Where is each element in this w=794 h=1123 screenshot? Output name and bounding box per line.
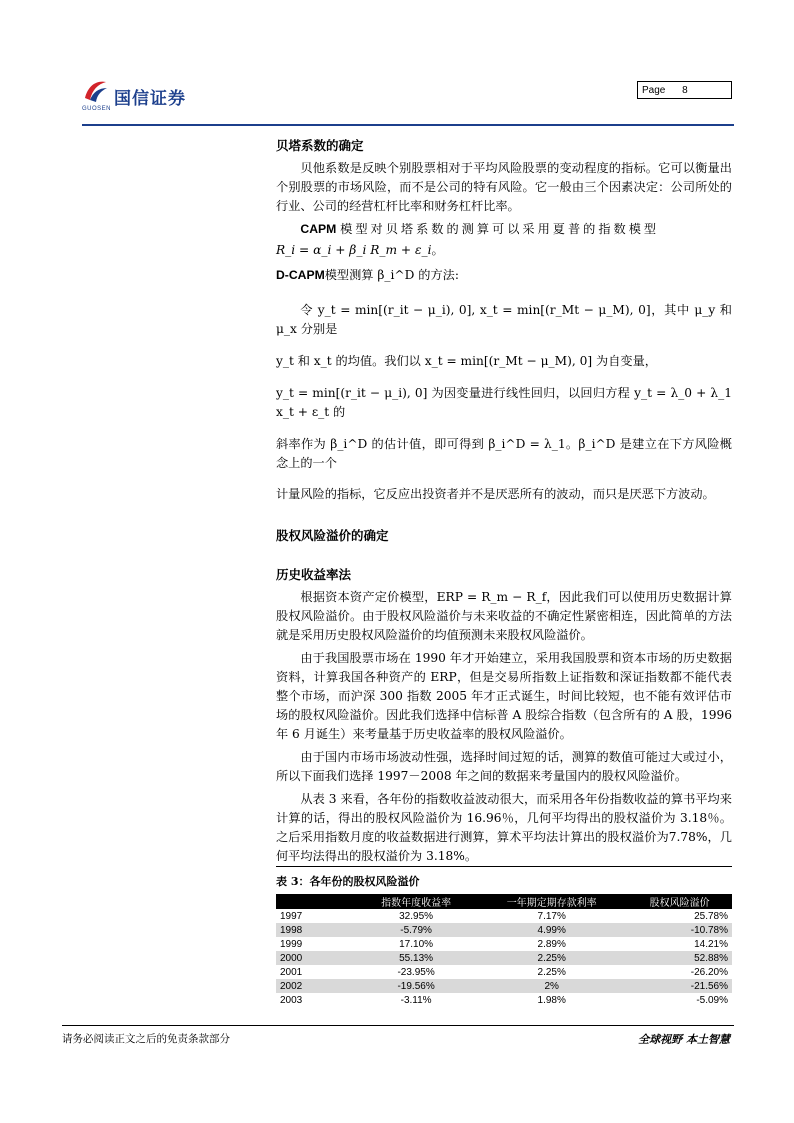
table-cell-index-return: -3.11% — [400, 994, 432, 1006]
beta-paragraph: 贝他系数是反映个别股票相对于平均风险股票的变动程度的指标。它可以衡量出个别股票的市场风险，而不是公司的特有风险。它一般由三个因素决定：公司所处的行业、公司的经营杠杆比率和财务杠杆比率。 — [276, 161, 732, 213]
hist-paragraph-4: 从表 3 来看，各年份的指数收益波动很大，而采用各年份指数收益的算书平均来计算的话，得出的股权风险溢价为 16.96％，几何平均得出的股权溢价为 3.18％。之后采用指数月度的收益数据进行测算，算术平均法计算出的股权溢价为7.78%，几何平均法得出的股权溢价为 3.18%。 — [276, 792, 732, 863]
table-cell-index-return: -19.56% — [356, 979, 476, 993]
table-cell-index-return: 55.13% — [356, 951, 476, 965]
table-cell-deposit-rate: 1.98% — [537, 994, 566, 1006]
company-logo — [82, 76, 202, 110]
footer-divider — [62, 1025, 734, 1026]
capm-formula: R_i = α_i + β_i R_m + ε_i。 — [276, 243, 444, 257]
table-cell-deposit-rate: 2.89% — [537, 938, 566, 950]
table-cell-year: 1999 — [280, 938, 303, 950]
page-number: 8 — [682, 85, 688, 96]
page-header — [82, 72, 734, 128]
table-row — [276, 937, 732, 951]
table-header-year — [276, 894, 356, 909]
table-cell-index-return: -5.79% — [356, 923, 476, 937]
table-cell-year: 2000 — [276, 951, 356, 965]
logo-subtext: GUOSEN — [82, 106, 112, 112]
hist-paragraph-1: 根据资本资产定价模型，ERP = R_m − R_f，因此我们可以使用历史数据计算股权风险溢价。由于股权风险溢价与未来收益的不确定性紧密相连，因此简单的方法就是采用历史股权风险溢价的均值预测未来股权风险溢价。 — [276, 590, 732, 642]
capm-paragraph — [276, 220, 732, 239]
hist-paragraph-2: 由于我国股票市场在 1990 年才开始建立，采用我国股票和资本市场的历史数据资料，计算我国各种资产的 ERP，但是交易所指数上证指数和深证指数都不能代表整个市场，而沪深 300 指数 2005 年才正式诞生，时间比较短，也不能有效评估市场的股权风险溢价。因此我们选择中信标普 A 股综合指数（包含所有的 A 股，1996 年 6 月诞生）来考量基于历史收益率的股权风险溢价。 — [276, 651, 732, 741]
table-row — [276, 909, 732, 923]
table-cell-erp: -26.20% — [690, 966, 728, 978]
table-cell-erp: 14.21% — [694, 938, 728, 950]
dcapm-intro — [276, 266, 732, 285]
table-top-divider — [276, 866, 732, 867]
dcapm-line-5: 计量风险的指标，它反应出投资者并不是厌恶所有的波动，而只是厌恶下方波动。 — [276, 487, 715, 501]
dcapm-line-1: 令 y_t = min[(r_it − μ_i), 0], x_t = min[(r_Mt − μ_M), 0]，其中 μ_y 和 μ_x 分别是 — [276, 303, 732, 336]
header-divider — [82, 124, 734, 126]
table-header-row — [276, 894, 732, 909]
erp-table-section — [276, 866, 732, 1007]
table-cell-year: 2001 — [280, 966, 303, 978]
table-row — [276, 979, 732, 993]
page-label: Page — [642, 85, 666, 96]
table-row — [276, 923, 732, 937]
guosen-logo-icon — [82, 78, 108, 104]
table-cell-deposit-rate: 2.25% — [537, 966, 566, 978]
beta-heading: 贝塔系数的确定 — [276, 138, 364, 153]
table-cell-index-return: -23.95% — [397, 966, 435, 978]
table-cell-index-return: 32.95% — [399, 910, 434, 922]
table-cell-year: 2003 — [280, 994, 303, 1006]
table-row — [276, 993, 732, 1007]
table-cell-deposit-rate: 7.17% — [537, 910, 566, 922]
logo-text: 国信证券 — [114, 89, 186, 109]
erp-heading: 股权风险溢价的确定 — [276, 528, 389, 543]
table-cell-deposit-rate: 2.25% — [476, 951, 627, 965]
dcapm-line-2: y_t 和 x_t 的均值。我们以 x_t = min[(r_Mt − μ_M), 0] 为自变量， — [276, 354, 657, 368]
dcapm-text: 模型测算 β_i^D 的方法: — [324, 268, 459, 282]
main-content — [276, 136, 732, 866]
hist-heading: 历史收益率法 — [276, 567, 352, 582]
table-header-index-return: 指数年度收益率 — [356, 894, 476, 909]
capm-formula-text: R_i = α_i + β_i R_m + ε_i — [276, 243, 432, 257]
table-cell-erp: 25.78% — [694, 910, 728, 922]
capm-text: 模型对贝塔系数的测算可以采用夏普的指数模型 — [340, 222, 660, 236]
table-row — [276, 951, 732, 965]
footer-slogan: 全球视野 本土智慧 — [638, 1033, 730, 1046]
table-header-erp: 股权风险溢价 — [627, 894, 732, 909]
capm-label: CAPM — [300, 222, 337, 236]
table-cell-index-return: 17.10% — [399, 938, 434, 950]
page-number-box — [637, 81, 732, 99]
dcapm-label: D-CAPM — [276, 268, 325, 282]
table-row — [276, 965, 732, 979]
table-cell-year: 1998 — [276, 923, 356, 937]
table-cell-erp: 52.88% — [627, 951, 732, 965]
table-cell-deposit-rate: 4.99% — [476, 923, 627, 937]
table-header-deposit-rate: 一年期定期存款利率 — [476, 894, 627, 909]
footer-disclaimer: 请务必阅读正文之后的免责条款部分 — [62, 1033, 230, 1045]
table-cell-year: 2002 — [276, 979, 356, 993]
erp-table — [276, 894, 732, 1007]
table-cell-deposit-rate: 2% — [476, 979, 627, 993]
table-cell-erp: -21.56% — [627, 979, 732, 993]
table-cell-erp: -10.78% — [627, 923, 732, 937]
hist-paragraph-3: 由于国内市场市场波动性强，选择时间过短的话，测算的数值可能过大或过小，所以下面我们选择 1997－2008 年之间的数据来考量国内的股权风险溢价。 — [276, 750, 732, 783]
dcapm-line-4: 斜率作为 β_i^D 的估计值，即可得到 β_i^D = λ_1。β_i^D 是建立在下方风险概念上的一个 — [276, 437, 732, 470]
dcapm-line-3: y_t = min[(r_it − μ_i), 0] 为因变量进行线性回归，以回归方程 y_t = λ_0 + λ_1 x_t + ε_t 的 — [276, 386, 732, 419]
table-cell-year: 1997 — [280, 910, 303, 922]
table-title: 表 3：各年份的股权风险溢价 — [276, 875, 420, 888]
table-cell-erp: -5.09% — [696, 994, 728, 1006]
